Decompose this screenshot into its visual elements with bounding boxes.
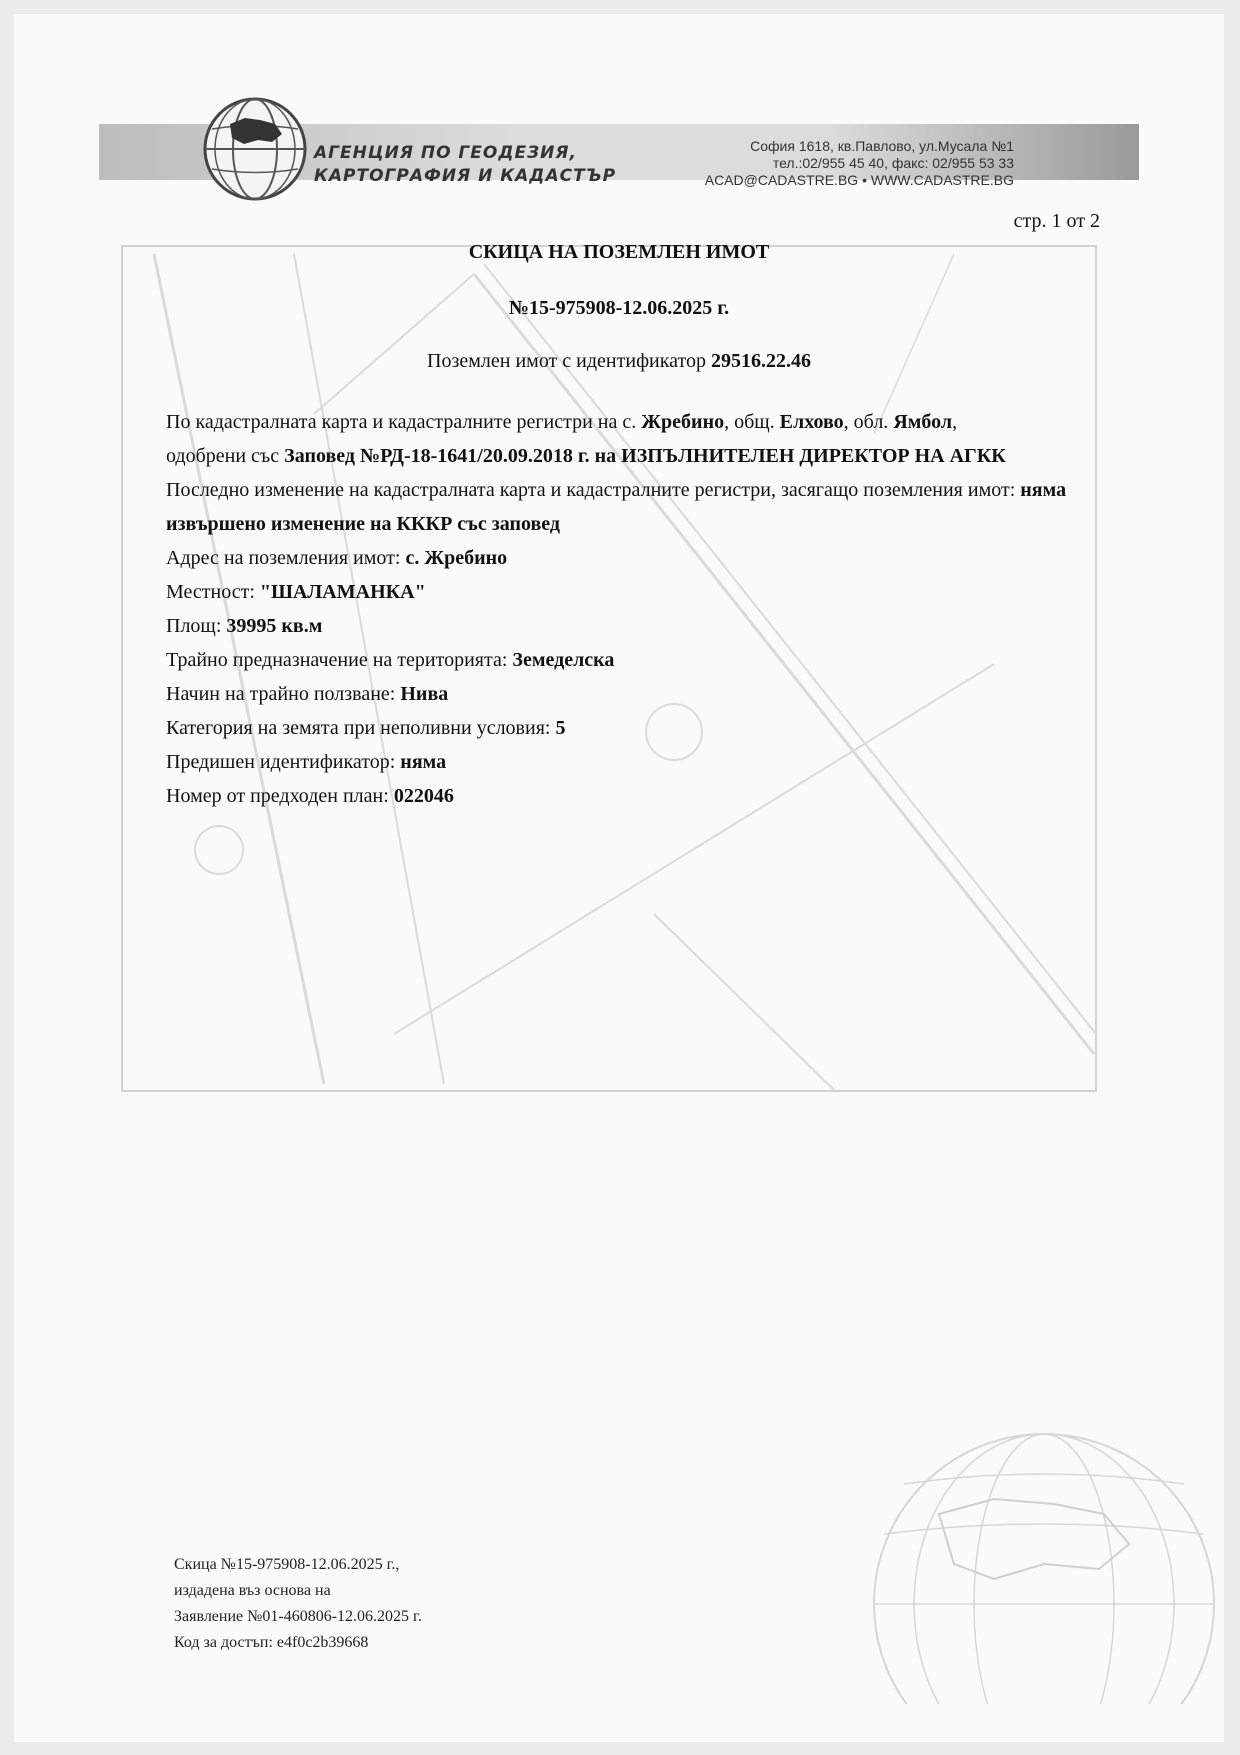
- parcel-area: [166, 609, 1126, 643]
- footer-sketch-number: Скица №15-975908-12.06.2025 г.,: [174, 1556, 400, 1573]
- area-value: 39995 кв.м: [226, 615, 323, 637]
- approved-comma: ,: [952, 411, 958, 433]
- watermark-globe-icon: [844, 1404, 1224, 1704]
- cadastre-prefix: По кадастралната карта и кадастралните регистри на с.: [166, 411, 642, 433]
- footer-issued-based-on: издадена въз основа на: [174, 1582, 331, 1599]
- category-label: Категория на земята при неполивни условия:: [166, 717, 556, 739]
- municipality-prefix: , общ.: [724, 411, 780, 433]
- region-prefix: , обл.: [843, 411, 894, 433]
- land-category: [166, 711, 1126, 745]
- address-label: Адрес на поземления имот:: [166, 547, 406, 569]
- prev-id-value: няма: [400, 751, 447, 773]
- document-title: СКИЦА НА ПОЗЕМЛЕН ИМОТ: [468, 241, 770, 263]
- agency-name-line1: АГЕНЦИЯ ПО ГЕОДЕЗИЯ,: [314, 143, 577, 163]
- approved-label: одобрени със: [166, 445, 285, 467]
- locality-value: "ШАЛАМАНКА": [259, 581, 426, 603]
- agency-address: София 1618, кв.Павлово, ул.Мусала №1: [750, 138, 1014, 154]
- page-number: стр. 1 от 2: [1013, 210, 1100, 232]
- agency-name-line2: КАРТОГРАФИЯ И КАДАСТЪР: [314, 166, 617, 186]
- issuance-footer: [174, 1552, 594, 1656]
- cadastre-info: [166, 405, 1126, 473]
- last-change-label: Последно изменение на кадастралната карта и кадастралните регистри, засягащо поземления имот:: [166, 479, 1021, 501]
- agency-name: [314, 142, 634, 188]
- municipality-name: Елхово: [779, 411, 844, 433]
- approved-order: Заповед №РД-18-1641/20.09.2018 г. на ИЗПЪЛНИТЕЛЕН ДИРЕКТОР НА АГКК: [284, 445, 1006, 467]
- parcel-purpose: [166, 643, 1126, 677]
- identifier-label: Поземлен имот с идентификатор: [427, 350, 711, 372]
- last-change: [166, 473, 1126, 541]
- parcel-details: [166, 405, 1126, 813]
- usage-label: Начин на трайно ползване:: [166, 683, 401, 705]
- prev-plan-value: 022046: [393, 785, 454, 807]
- footer-application-number: Заявление №01-460806-12.06.2025 г.: [174, 1608, 422, 1625]
- category-value: 5: [555, 717, 566, 739]
- footer-access-code: Код за достъп: e4f0c2b39668: [174, 1634, 369, 1651]
- purpose-value: Земеделска: [512, 649, 615, 671]
- locality-label: Местност:: [166, 581, 260, 603]
- prev-id-label: Предишен идентификатор:: [166, 751, 401, 773]
- address-value: с. Жребино: [405, 547, 508, 569]
- area-label: Площ:: [166, 615, 227, 637]
- last-change-value: няма извършено изменение на КККР със заповед: [166, 479, 1067, 535]
- document-number: №15-975908-12.06.2025 г.: [508, 297, 730, 319]
- agency-globe-logo-icon: [200, 94, 310, 204]
- document-page: [14, 14, 1224, 1742]
- agency-email-web: ACAD@CADASTRE.BG • WWW.CADASTRE.BG: [704, 172, 1014, 188]
- parcel-locality: [166, 575, 1126, 609]
- prev-plan-label: Номер от предходен план:: [166, 785, 394, 807]
- agency-phone-fax: тел.:02/955 45 40, факс: 02/955 53 33: [772, 155, 1014, 171]
- previous-plan-number: [166, 779, 1126, 813]
- agency-contacts: [654, 138, 1014, 189]
- village-name: Жребино: [641, 411, 725, 433]
- region-name: Ямбол: [893, 411, 953, 433]
- parcel-address: [166, 541, 1126, 575]
- previous-identifier: [166, 745, 1126, 779]
- purpose-label: Трайно предназначение на територията:: [166, 649, 513, 671]
- parcel-usage: [166, 677, 1126, 711]
- identifier-value: 29516.22.46: [710, 350, 811, 372]
- parcel-identifier: [14, 350, 1224, 373]
- usage-value: Нива: [400, 683, 449, 705]
